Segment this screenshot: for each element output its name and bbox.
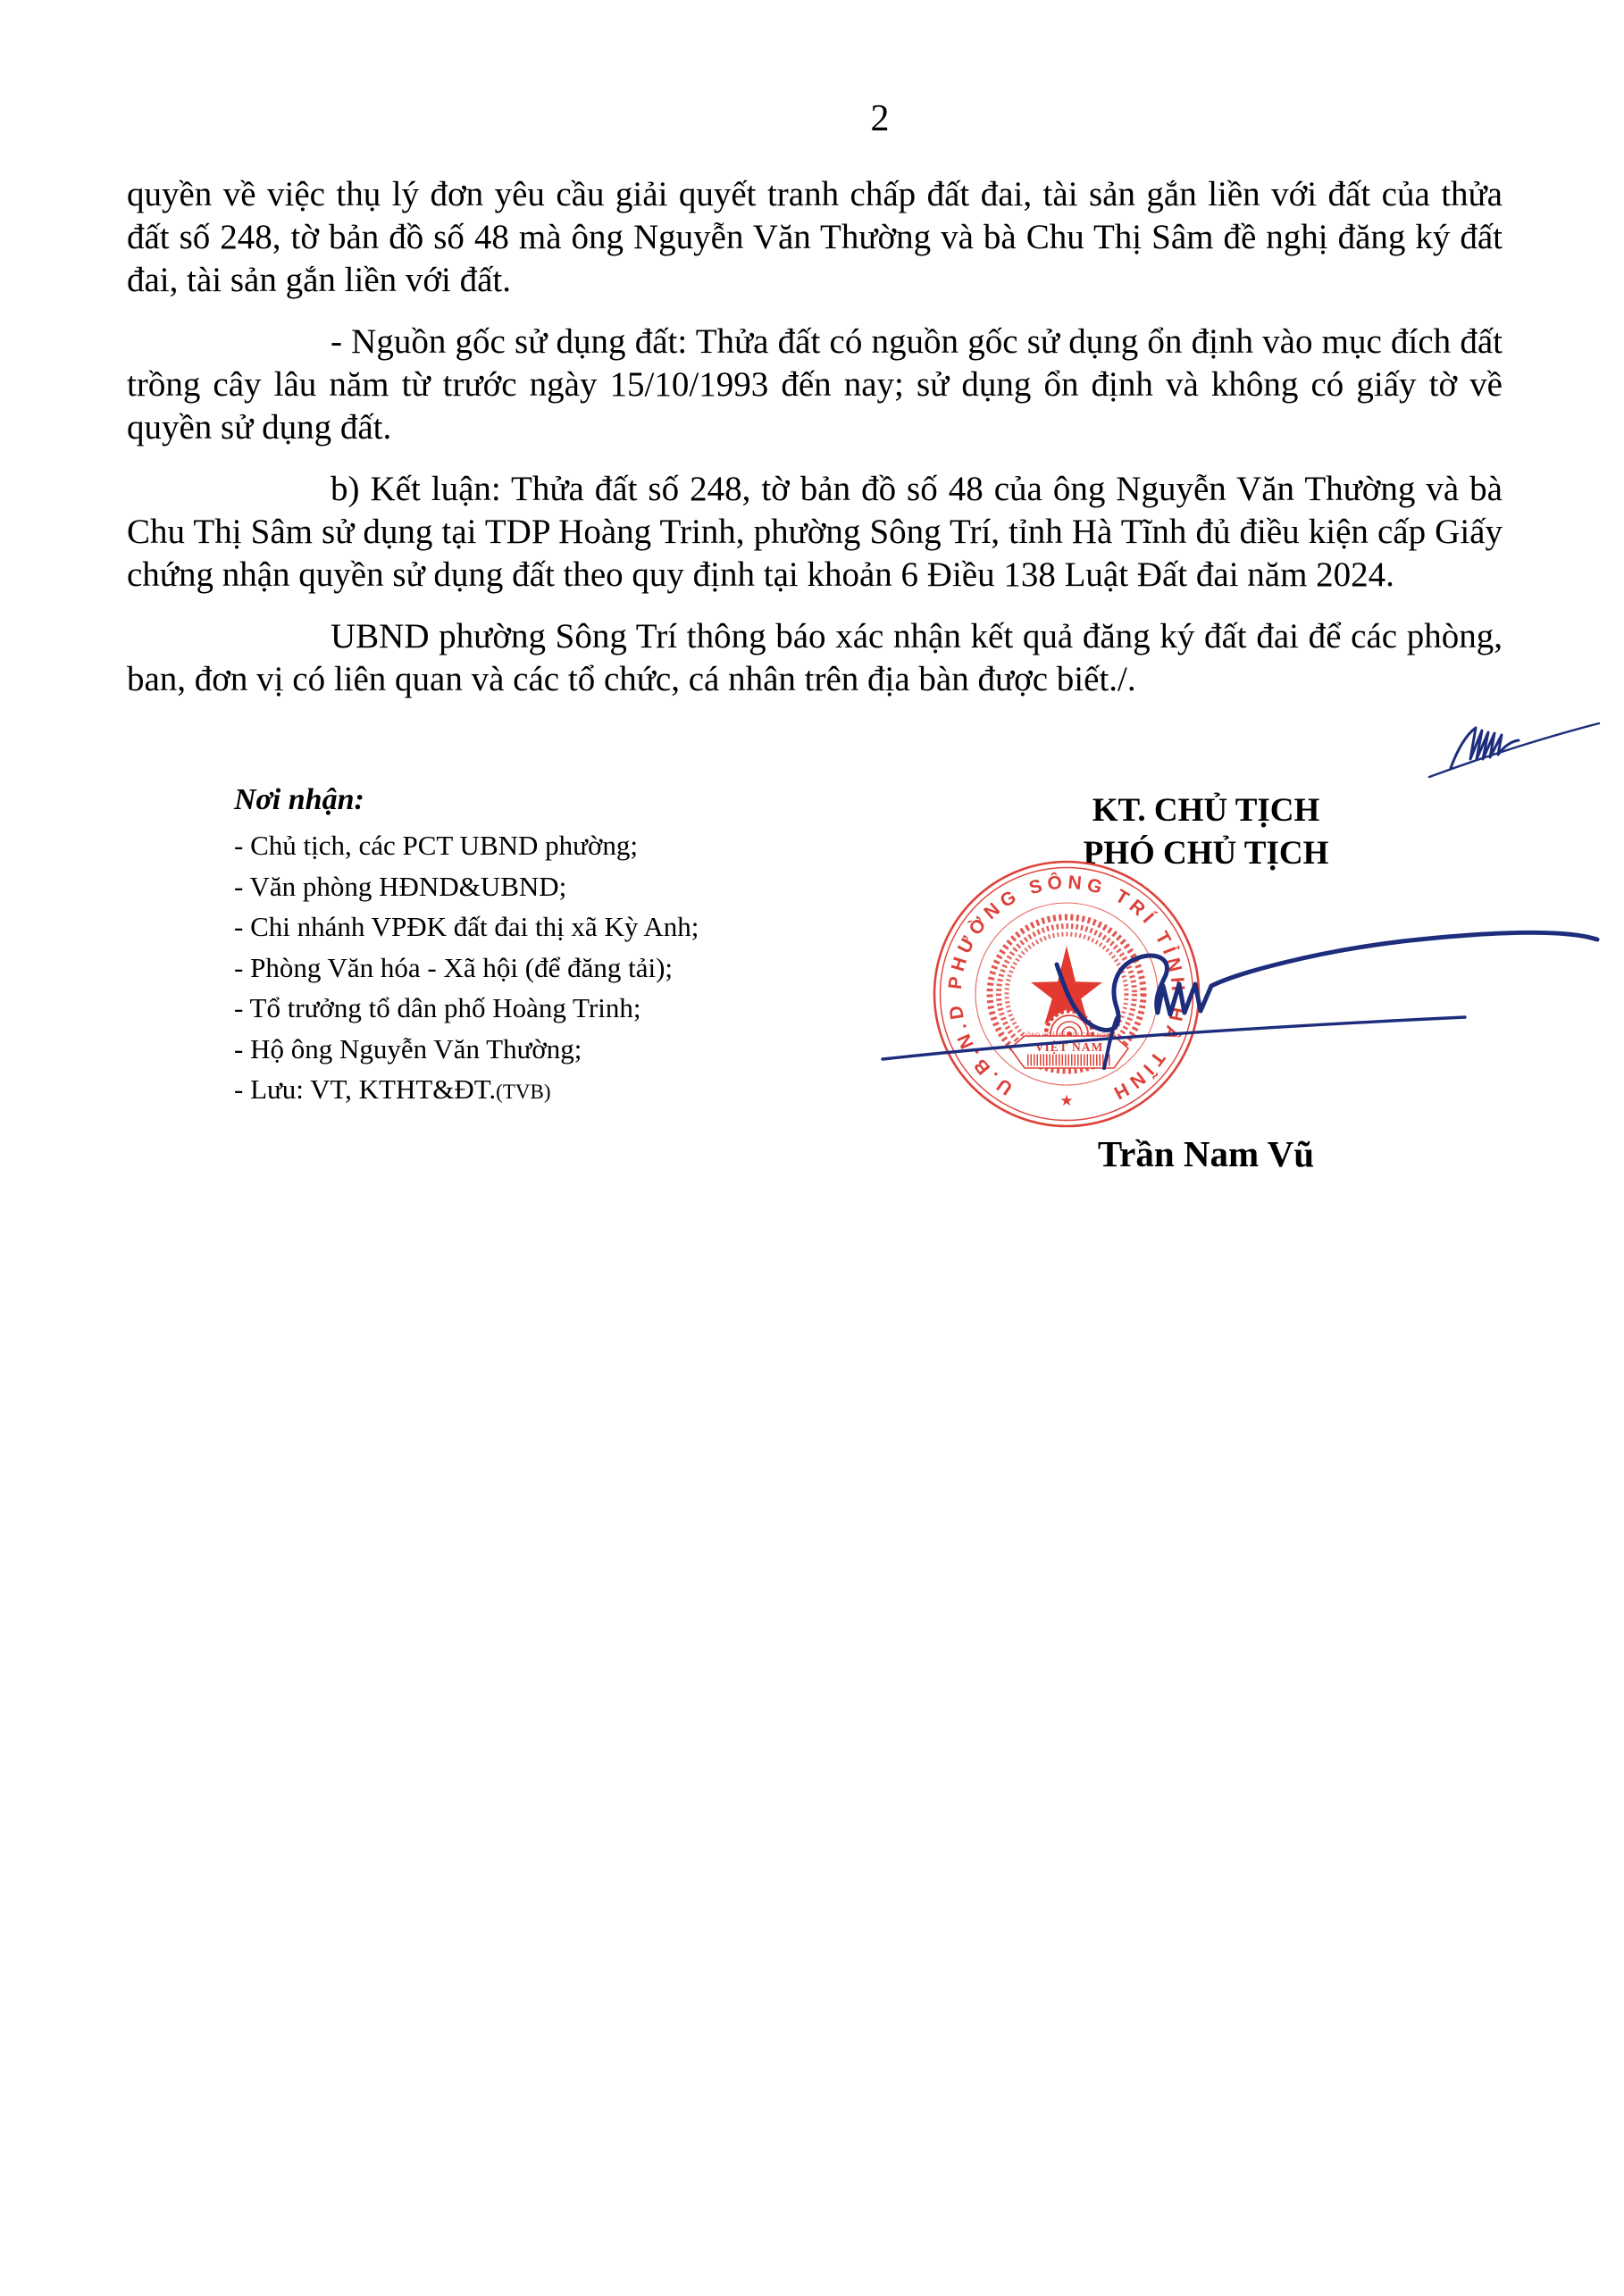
recipient-item: - Hộ ông Nguyễn Văn Thường;	[234, 1032, 582, 1065]
document-body	[127, 173, 1503, 720]
signature-tail-stroke	[1104, 1018, 1117, 1068]
body-paragraph: b) Kết luận: Thửa đất số 248, tờ bản đồ số 48 của ông Nguyễn Văn Thường và bà Chu Thị Sâm sử dụng tại TDP Hoàng Trinh, phường Sông Trí, tỉnh Hà Tĩnh đủ điều kiện cấp Giấy chứng nhận quyền sử dụng đất theo quy định tại khoản 6 Điều 138 Luật Đất đai năm 2024.	[127, 470, 1503, 594]
signature-main-stroke	[1057, 932, 1597, 1030]
emblem-country-text: VIỆT NAM	[1034, 1040, 1104, 1054]
initials-paraph	[1394, 704, 1624, 806]
emblem-motto-text: CỘNG HOÀ XÃ HỘI CHỦ NGHĨA	[1022, 1032, 1117, 1039]
body-paragraph: quyền về việc thụ lý đơn yêu cầu giải quyết tranh chấp đất đai, tài sản gắn liền với đất của thửa đất số 248, tờ bản đồ số 48 mà ông Nguyễn Văn Thường và bà Chu Thị Sâm đề nghị đăng ký đất đai, tài sản gắn liền với đất.	[127, 175, 1503, 299]
recipient-item-suffix: (TVB)	[496, 1081, 551, 1103]
seal-star-separator-icon: ★	[1059, 1092, 1074, 1109]
body-paragraph: - Nguồn gốc sử dụng đất: Thửa đất có nguồn gốc sử dụng ổn định vào mục đích đất trồng cây lâu năm từ trước ngày 15/10/1993 đến nay; sử dụng ổn định và không có giấy tờ về quyền sử dụng đất.	[127, 322, 1503, 447]
paraph-zigzag-stroke	[1451, 728, 1519, 768]
signature-ink	[849, 893, 1624, 1143]
recipient-item: - Phòng Văn hóa - Xã hội (để đăng tải);	[234, 951, 674, 983]
recipient-item	[234, 1069, 859, 1113]
recipient-item: - Chi nhánh VPĐK đất đai thị xã Kỳ Anh;	[234, 911, 699, 942]
recipient-item: - Tổ trưởng tổ dân phố Hoàng Trinh;	[234, 992, 641, 1023]
seal-ring-text: U.B.N.D PHƯỜNG SÔNG TRÍ TỈNH HÀ TĨNH	[944, 872, 1189, 1106]
page-number: 2	[870, 98, 890, 139]
signer-role-line2: PHÓ CHỦ TỊCH	[1083, 835, 1329, 872]
recipients-block	[234, 781, 859, 1113]
recipient-item-text: - Lưu: VT, KTHT&ĐT.	[234, 1073, 497, 1105]
recipients-title: Nơi nhận:	[234, 783, 364, 816]
signer-role-line1: KT. CHỦ TỊCH	[1092, 792, 1320, 829]
paraph-underline-stroke	[1429, 723, 1599, 777]
signature-underline-stroke	[883, 1017, 1465, 1059]
signer-name: Trần Nam Vũ	[1097, 1133, 1315, 1174]
recipient-item: - Chủ tịch, các PCT UBND phường;	[234, 830, 638, 861]
recipient-item: - Văn phòng HĐND&UBND;	[234, 870, 567, 902]
body-paragraph: UBND phường Sông Trí thông báo xác nhận kết quả đăng ký đất đai để các phòng, ban, đơn vị có liên quan và các tổ chức, cá nhân trên địa bàn được biết./.	[127, 617, 1503, 698]
